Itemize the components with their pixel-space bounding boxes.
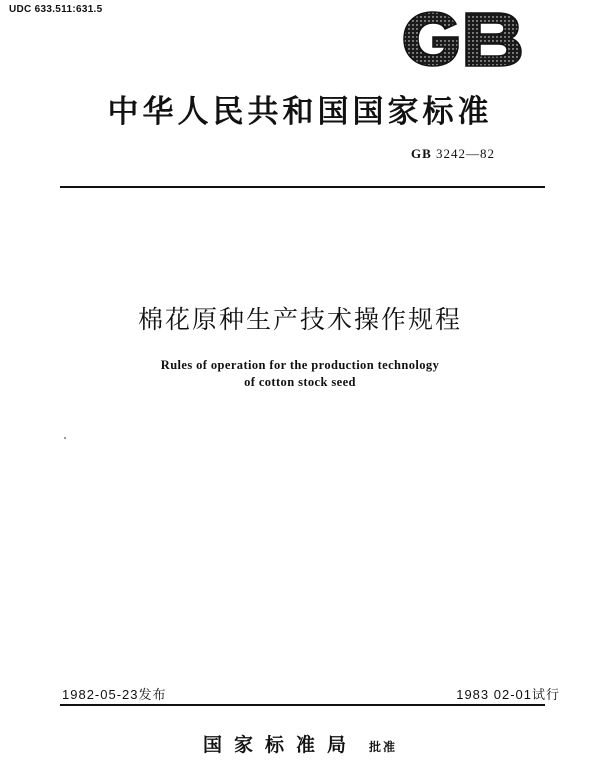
approval-action: 批准: [369, 740, 398, 754]
gb-logo-icon: [400, 8, 526, 70]
standard-title-zh: 棉花原种生产技术操作规程: [137, 305, 462, 334]
standard-title-en: [0, 357, 600, 391]
scan-speck: [64, 437, 66, 439]
bottom-divider: [60, 704, 545, 706]
approving-agency: 国家标准局: [202, 734, 358, 756]
standard-code-number: 3242—82: [436, 146, 496, 161]
standard-code-prefix: GB: [411, 146, 432, 161]
issue-date: 1982-05-23发布: [62, 687, 167, 702]
udc-code: UDC 633.511:631.5: [9, 4, 103, 15]
standard-code: [411, 146, 495, 162]
standard-title-en-line2: of cotton stock seed: [244, 375, 356, 389]
top-divider: [60, 186, 545, 188]
standard-title-en-line1: Rules of operation for the production technology: [160, 358, 440, 372]
country-standard-title: 中华人民共和国国家标准: [107, 94, 493, 130]
implementation-date: 1983 02-01试行: [456, 687, 560, 702]
approval-line: [0, 730, 600, 757]
